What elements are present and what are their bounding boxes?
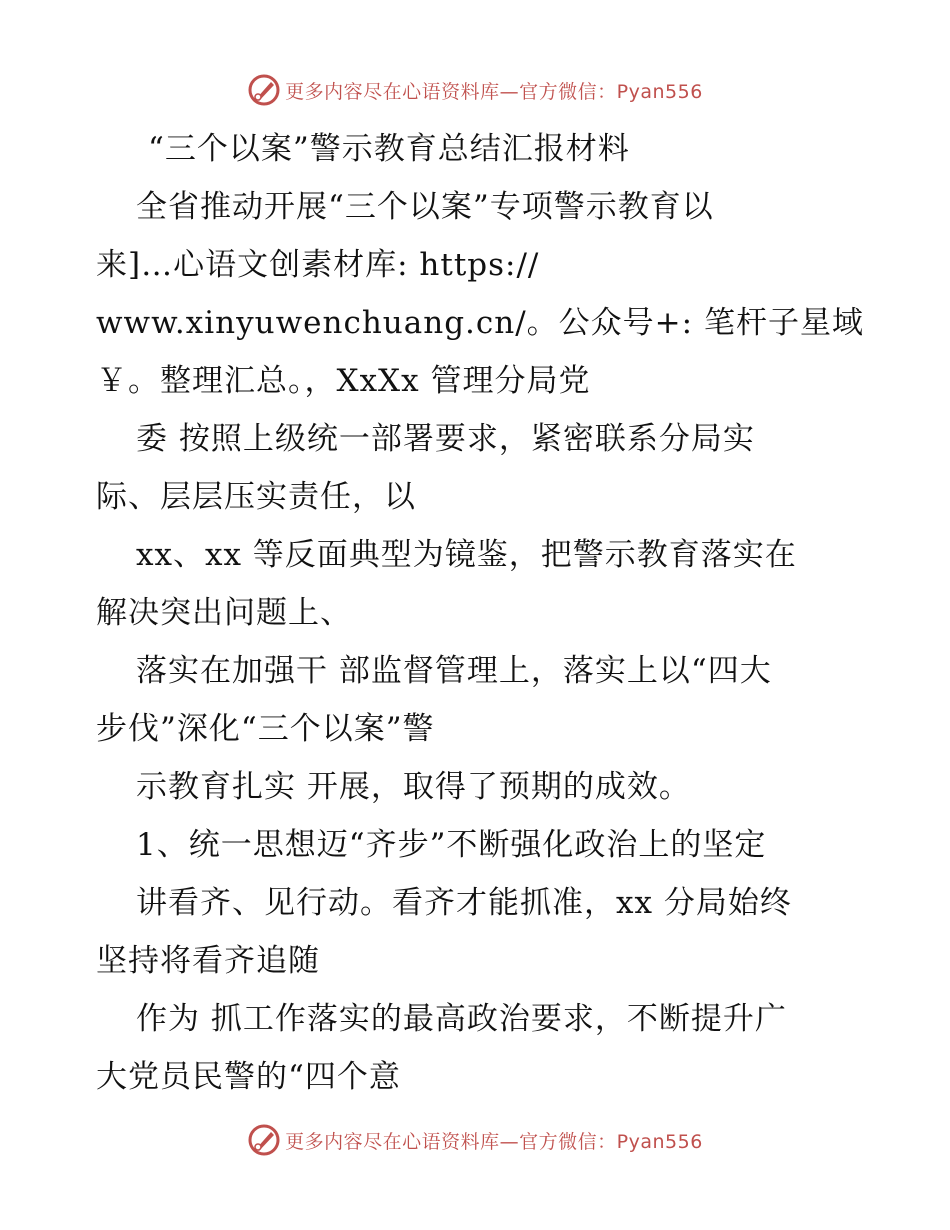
paragraph-line: 落实在加强干 部监督管理上，落实上以“四大 [136,653,772,689]
paragraph-line: 解决突出问题上、 [96,595,352,631]
paragraph-line: ￥。整理汇总。，XxXx 管理分局党 [96,363,591,399]
paragraph-line: 坚持将看齐追随 [96,943,320,979]
footer-banner-text: 更多内容尽在心语资料库—官方微信：Pyan556 [285,1130,703,1153]
document-title: “三个以案”警示教育总结汇报材料 [148,131,630,167]
paragraph-line: 作为 抓工作落实的最高政治要求，不断提升广 [136,1001,787,1037]
paragraph-line: www.xinyuwenchuang.cn/。公众号+: 笔杆子星域 [96,305,864,341]
document-body [96,120,864,1106]
paragraph-line: 全省推动开展“三个以案”专项警示教育以 [136,189,714,225]
paragraph-line: 讲看齐、见行动。看齐才能抓准，xx 分局始终 [136,885,792,921]
quill-seal-logo-icon [247,73,281,107]
footer-banner [0,1120,950,1160]
quill-seal-logo-icon [247,1123,281,1157]
section-heading-line: 1、统一思想迈“齐步”不断强化政治上的坚定 [136,827,767,863]
paragraph-line: 来]…心语文创素材库: https:// [96,247,540,283]
paragraph-line: 大党员民警的“四个意 [96,1059,401,1095]
paragraph-line: 步伐”深化“三个以案”警 [96,711,435,747]
paragraph-line: 际、层层压实责任，以 [96,479,416,515]
header-banner [0,70,950,110]
paragraph-line: 委 按照上级统一部署要求，紧密联系分局实 [136,421,755,457]
paragraph-line: 示教育扎实 开展，取得了预期的成效。 [136,769,691,805]
header-banner-text: 更多内容尽在心语资料库—官方微信：Pyan556 [285,80,703,103]
paragraph-line: xx、xx 等反面典型为镜鉴，把警示教育落实在 [136,537,797,573]
